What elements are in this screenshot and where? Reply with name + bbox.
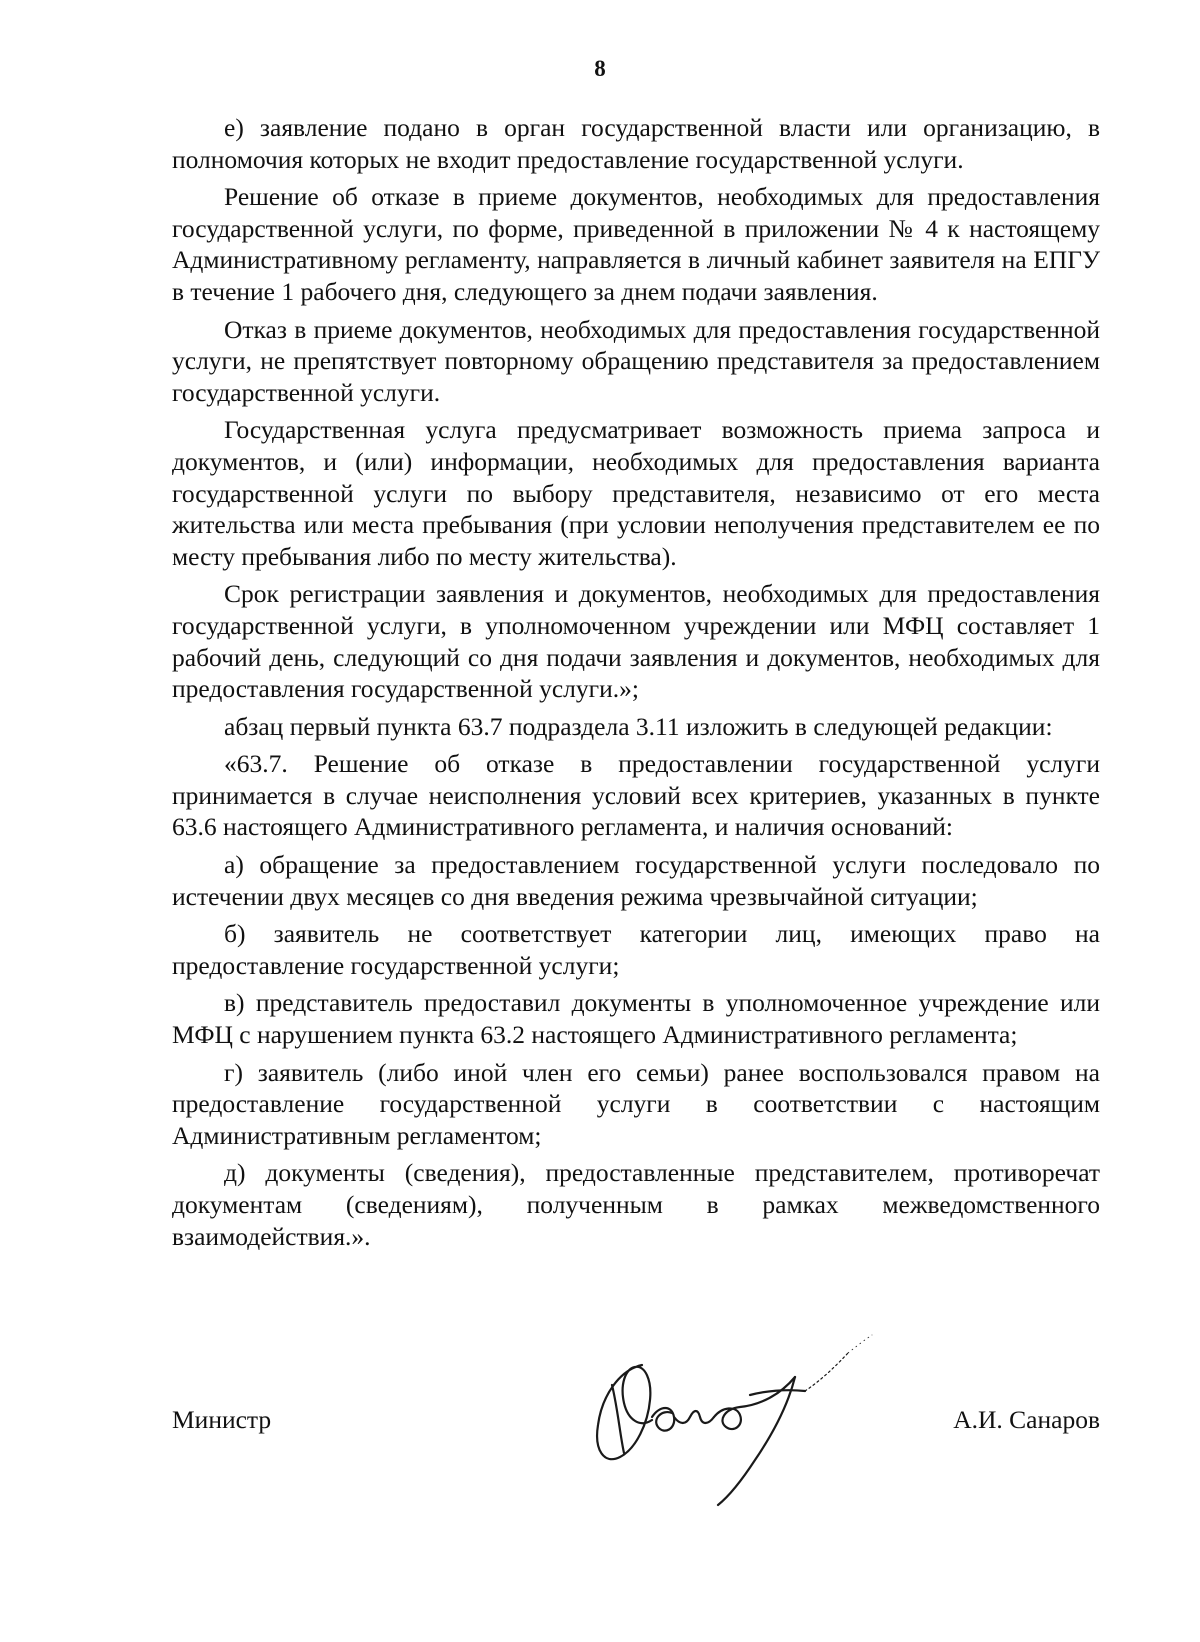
paragraph-item-a: а) обращение за предоставлением государственной услуги последовало по истечении двух месяцев со дня введения режима чрезвычайной ситуации; [172, 850, 1100, 911]
signatory-title: Министр [172, 1405, 272, 1434]
paragraph-item-d: д) документы (сведения), предоставленные представителем, противоречат документам (сведениям), полученным в рамках межведомственного взаимодействия.». [172, 1158, 1100, 1251]
paragraph-item-b: б) заявитель не соответствует категории лиц, имеющих право на предоставление государственной услуги; [172, 919, 1100, 980]
paragraph-63-7: «63.7. Решение об отказе в предоставлении государственной услуги принимается в случае неисполнения условий всех критериев, указанных в пункте 63.6 настоящего Административного регламента, и наличия оснований: [172, 749, 1100, 842]
paragraph-refusal-decision: Решение об отказе в приеме документов, необходимых для предоставления государственной услуги, по форме, приведенной в приложении № 4 к настоящему Административному регламенту, направляется в личный кабинет заявителя на ЕПГУ в течение 1 рабочего дня, следующего за днем подачи заявления. [172, 182, 1100, 306]
paragraph-amendment-instruction: абзац первый пункта 63.7 подраздела 3.11 изложить в следующей редакции: [224, 711, 1053, 741]
paragraph-registration-term: Срок регистрации заявления и документов, необходимых для предоставления государственной услуги, в уполномоченном учреждении или МФЦ составляет 1 рабочий день, следующий со дня подачи заявления и документов, необходимых для предоставления государственной услуги.»; [172, 579, 1100, 704]
paragraph-extraterritorial: Государственная услуга предусматривает возможность приема запроса и документов, и (или) информации, необходимых для предоставления варианта государственной услуги по выбору представителя, независимо от его места жительства или места пребывания (при условии неполучения представителем ее по месту пребывания либо по месту жительства). [172, 415, 1100, 571]
paragraph-item-g: г) заявитель (либо иной член его семьи) ранее воспользовался правом на предоставление государственной услуги в соответствии с настоящим Административным регламентом; [172, 1057, 1100, 1150]
paragraph-item-e: е) заявление подано в орган государственной власти или организацию, в полномочия которых не входит предоставление государственной услуги. [172, 113, 1100, 174]
document-body [172, 112, 1100, 1252]
signatory-name: А.И. Санаров [953, 1405, 1100, 1434]
page-number: 8 [594, 56, 606, 81]
handwritten-signature [590, 1325, 910, 1515]
paragraph-refusal-no-obstacle: Отказ в приеме документов, необходимых для предоставления государственной услуги, не препятствует повторному обращению представителя за предоставлением государственной услуги. [172, 314, 1100, 407]
paragraph-item-v: в) представитель предоставил документы в уполномоченное учреждение или МФЦ с нарушением пункта 63.2 настоящего Административного регламента; [172, 988, 1100, 1050]
